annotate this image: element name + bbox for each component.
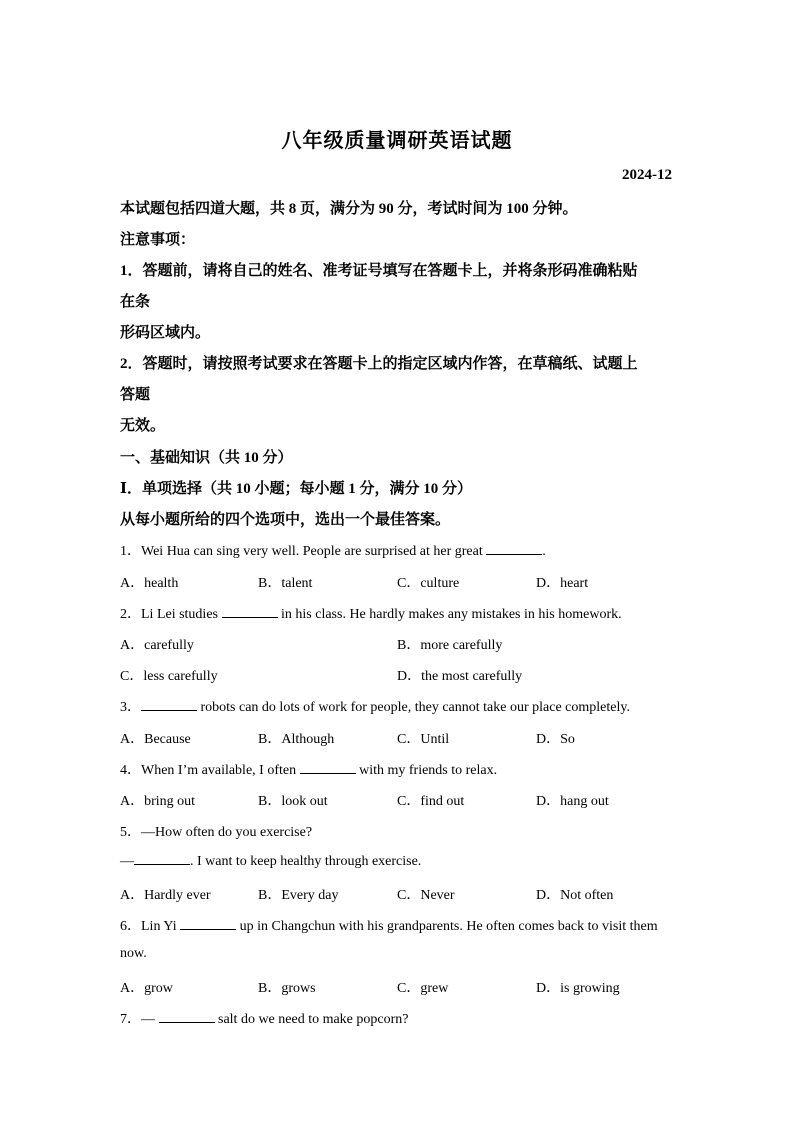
notice-1-line-3: 形码区域内。 — [120, 325, 211, 341]
question-3-text-after: robots can do lots of work for people, they cannot take our place completely. — [197, 700, 630, 715]
question-2-text-after: in his class. He hardly makes any mistakes in his homework. — [277, 607, 622, 622]
notice-1-line-2: 在条 — [120, 294, 151, 310]
question-5-text-before: — — [120, 854, 134, 869]
question-7-text-after: salt do we need to make popcorn? — [214, 1012, 409, 1027]
notice-2-line-1: 2．答题时，请按照考试要求在答题卡上的指定区域内作答，在草稿纸、试题上 — [120, 356, 638, 372]
q3-option-d: D．So — [536, 732, 575, 747]
question-7-text-before: 7．— — [120, 1012, 159, 1027]
q5-option-b: B．Every day — [258, 888, 339, 903]
question-1-text-after: . — [542, 544, 546, 559]
question-2 — [120, 603, 680, 623]
intro-text: 本试题包括四道大题，共 8 页，满分为 90 分，考试时间为 100 分钟。 — [120, 201, 578, 217]
answer-blank — [300, 761, 356, 774]
question-4-text-after: with my friends to relax. — [355, 763, 498, 778]
q6-option-c: C．grew — [397, 981, 449, 996]
question-2-text-before: 2．Li Lei studies — [120, 607, 222, 622]
q2-option-d: D．the most carefully — [397, 669, 523, 684]
question-1 — [120, 540, 680, 560]
q5-option-c: C．Never — [397, 888, 455, 903]
answer-blank — [486, 542, 542, 555]
instruction-text: 从每小题所给的四个选项中，选出一个最佳答案。 — [120, 512, 451, 528]
q3-option-b: B．Although — [258, 732, 335, 747]
question-1-text-before: 1．Wei Hua can sing very well. People are surprised at her great — [120, 544, 487, 559]
answer-blank — [134, 852, 190, 865]
notice-1-line-1: 1．答题前，请将自己的姓名、准考证号填写在答题卡上，并将条形码准确粘贴 — [120, 263, 638, 279]
q4-option-a: A．bring out — [120, 794, 196, 809]
q6-option-a: A．grow — [120, 981, 173, 996]
page-title: 八年级质量调研英语试题 — [281, 130, 513, 152]
question-4 — [120, 759, 680, 779]
q4-option-c: C．find out — [397, 794, 465, 809]
q2-option-c: C．less carefully — [120, 669, 218, 684]
q6-option-d: D．is growing — [536, 981, 620, 996]
q1-option-d: D．heart — [536, 576, 589, 591]
question-5-line-1: 5．—How often do you exercise? — [120, 825, 313, 840]
question-3 — [120, 696, 680, 716]
q3-option-c: C．Until — [397, 732, 450, 747]
q5-option-a: A．Hardly ever — [120, 888, 211, 903]
answer-blank — [180, 917, 236, 930]
answer-blank — [159, 1010, 215, 1023]
question-4-text-before: 4．When I’m available, I often — [120, 763, 300, 778]
q1-option-b: B．talent — [258, 576, 313, 591]
part-1-heading: Ⅰ．单项选择（共 10 小题；每小题 1 分，满分 10 分） — [120, 481, 473, 497]
q4-option-d: D．hang out — [536, 794, 609, 809]
q1-option-c: C．culture — [397, 576, 460, 591]
notice-2-line-3: 无效。 — [120, 418, 166, 434]
question-6-text-before: 6．Lin Yi — [120, 919, 181, 934]
exam-date: 2024-12 — [622, 167, 672, 183]
notice-2-line-2: 答题 — [120, 387, 151, 403]
section-1-heading: 一、基础知识（共 10 分） — [120, 450, 293, 466]
q3-option-a: A．Because — [120, 732, 191, 747]
q6-option-b: B．grows — [258, 981, 316, 996]
question-5-line-2 — [120, 852, 680, 870]
q5-option-d: D．Not often — [536, 888, 614, 903]
question-6 — [120, 915, 680, 935]
question-6-continued: now. — [120, 946, 147, 961]
q1-option-a: A．health — [120, 576, 179, 591]
q2-option-b: B．more carefully — [397, 638, 503, 653]
question-3-text-before: 3． — [120, 700, 141, 715]
question-6-text-after: up in Changchun with his grandparents. He often comes back to visit them — [236, 919, 658, 934]
question-7 — [120, 1008, 680, 1028]
answer-blank — [141, 698, 197, 711]
q2-option-a: A．carefully — [120, 638, 194, 653]
answer-blank — [222, 605, 278, 618]
notice-heading: 注意事项： — [120, 232, 196, 248]
question-5-text-after: . I want to keep healthy through exercise. — [190, 854, 422, 869]
q4-option-b: B．look out — [258, 794, 328, 809]
